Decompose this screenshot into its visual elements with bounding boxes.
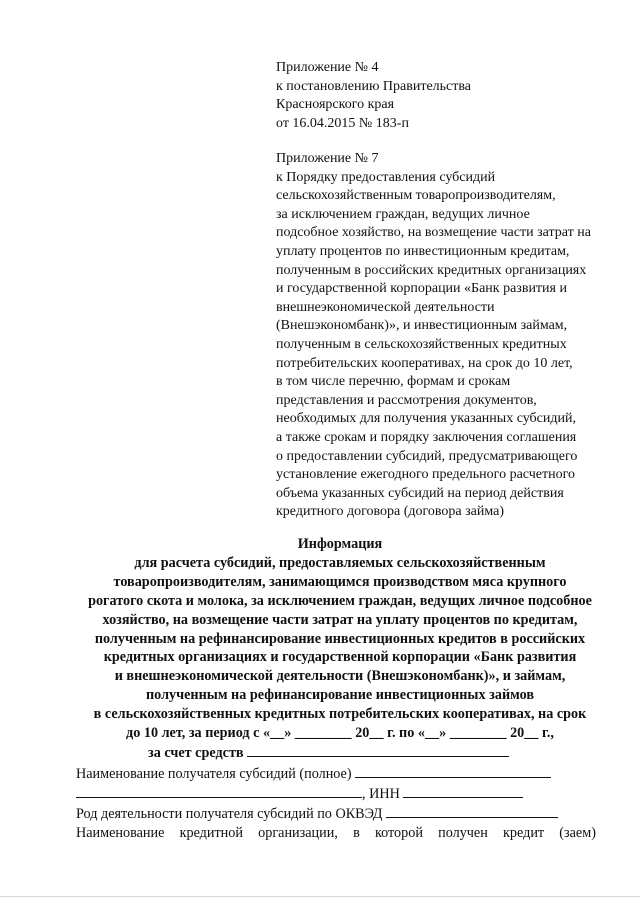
info-section [60,535,620,763]
appendix-7-line: полученным в российских кредитных организациях [276,262,587,278]
appendix-7-line: потребительских кооперативах, на срок до 10 лет, [276,355,573,371]
activity-label: Род деятельности получателя субсидий по ОКВЭД [76,806,383,822]
inn-row [76,784,596,804]
info-line: полученным на рефинансирование инвестиционных займов [145,687,534,704]
info-line: кредитных организациях и государственной корпорации «Банк развития [103,649,577,666]
info-line: полученным на рефинансирование инвестиционных кредитов в российских [94,630,586,647]
recipient-name-blank[interactable] [355,764,551,778]
info-title: Информация [297,536,383,552]
credit-org-word: в [353,825,360,841]
appendix-4-line: от 16.04.2015 № 183-п [276,115,409,131]
credit-org-word: кредитной [179,825,243,841]
appendix-7-line: о предоставлении субсидий, предусматривающего [276,448,578,464]
appendix-4-line: Приложение № 4 [276,60,379,75]
recipient-name-row [76,764,596,784]
info-line: рогатого скота и молока, за исключением граждан, ведущих личное подсобное [88,592,592,609]
appendix-7-line: представления и рассмотрения документов, [276,392,537,408]
appendix-7-line: установление ежегодного предельного расчетного [276,467,575,483]
info-line: хозяйство, на возмещение части затрат на уплату процентов по кредитам, [102,611,578,628]
credit-org-row [76,824,596,843]
credit-org-word: (заем) [559,825,596,841]
info-line: и внешнеэкономической деятельности (Внешэкономбанк)», и займам, [114,668,566,685]
appendix-7-line: подсобное хозяйство, на возмещение части затрат на [276,225,591,241]
appendix-7-line: Приложение № 7 [276,151,379,166]
appendix-7-line: уплату процентов по инвестиционным кредитам, [276,243,570,259]
appendix-4-line: к постановлению Правительства [276,78,472,94]
recipient-name-label: Наименование получателя субсидий (полное) [76,766,352,782]
activity-row [76,804,596,824]
appendix-7-line: в том числе перечню, формам и срокам [276,374,511,390]
funds-source-line [60,743,620,763]
appendix-7-header [276,150,616,522]
activity-blank[interactable] [386,804,558,818]
appendix-7-line: к Порядку предоставления субсидий [276,169,496,185]
credit-org-word: получен [438,825,488,841]
credit-org-word: организации, [258,825,338,841]
appendix-4-line: Красноярского края [276,97,395,113]
appendix-7-line: необходимых для получения указанных субсидий, [276,411,576,427]
info-line: товаропроизводителям, занимающимся производством мяса крупного [113,573,567,590]
credit-org-word: которой [374,825,423,841]
credit-org-word: Наименование [76,825,165,841]
appendix-4-header [276,59,616,133]
inn-blank[interactable] [403,784,523,798]
recipient-name-blank-continued[interactable] [76,784,362,798]
appendix-7-line: а также срокам и порядку заключения соглашения [276,429,577,445]
appendix-7-line: внешнеэкономической деятельности [276,299,495,315]
appendix-7-line: полученным в сельскохозяйственных кредитных [276,336,567,352]
appendix-7-line: (Внешэкономбанк)», и инвестиционным займам, [276,318,568,334]
appendix-7-line: объема указанных субсидий на период действия [276,485,564,501]
funds-source-label: за счет средств [148,744,244,761]
funds-source-blank[interactable] [247,743,509,757]
info-line: для расчета субсидий, предоставляемых сельскохозяйственным [134,554,546,571]
appendix-7-line: за исключением граждан, ведущих личное [276,206,530,222]
recipient-form [76,764,596,843]
scan-edge-divider [0,896,640,897]
info-period-line: до 10 лет, за период с «__» ________ 20__ г. по «__» ________ 20__ г., [126,725,554,742]
appendix-7-line: и государственной корпорации «Банк развития и [276,281,567,297]
inn-label: , ИНН [362,786,400,802]
appendix-7-line: кредитного договора (договора займа) [276,504,504,520]
appendix-7-line: сельскохозяйственным товаропроизводителям, [276,188,556,204]
info-line: в сельскохозяйственных кредитных потребительских кооперативах, на срок [93,706,587,723]
credit-org-word: кредит [503,825,545,841]
